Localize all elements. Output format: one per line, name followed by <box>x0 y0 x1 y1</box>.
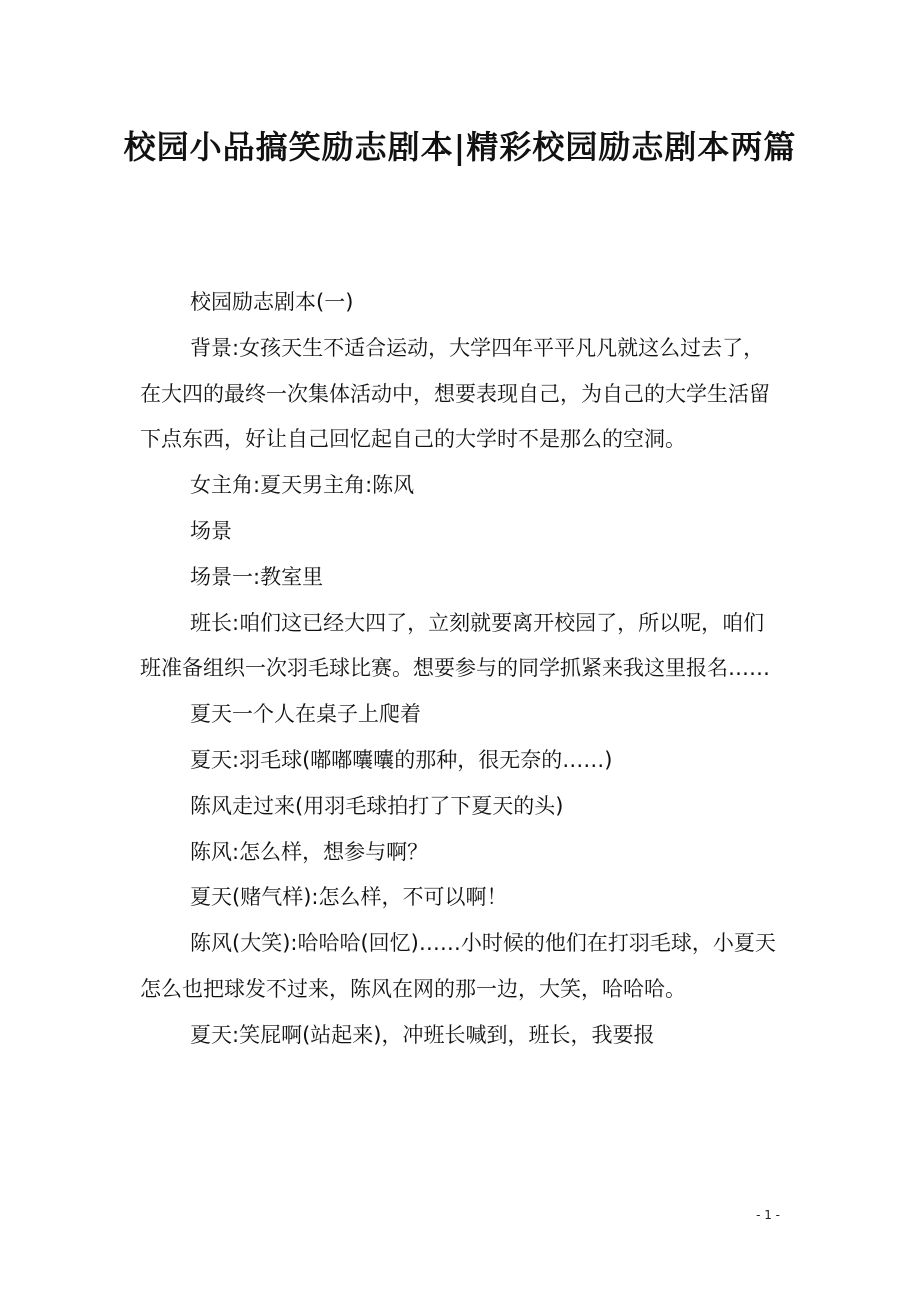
document-body <box>140 280 780 1059</box>
paragraph: 场景 <box>190 518 232 543</box>
paragraph: 夏天(赌气样):怎么样，不可以啊！ <box>190 885 508 910</box>
paragraph: 场景一:教室里 <box>190 564 324 589</box>
paragraph: 班长:咱们这已经大四了，立刻就要离开校园了，所以呢，咱们班准备组织一次羽毛球比赛。想要参与的同学抓紧来我这里报名…… <box>140 610 770 681</box>
paragraph: 夏天:笑屁啊(站起来)，冲班长喊到，班长，我要报 <box>190 1022 655 1047</box>
paragraph: 女主角:夏天男主角:陈风 <box>190 473 415 498</box>
paragraph: 陈风(大笑):哈哈哈(回忆)……小时候的他们在打羽毛球，小夏天怎么也把球发不过来，陈风在网的那一边，大笑，哈哈哈。 <box>140 931 776 1001</box>
paragraph: 校园励志剧本(一) <box>190 290 354 314</box>
paragraph: 夏天:羽毛球(嘟嘟囔囔的那种，很无奈的……) <box>190 747 613 772</box>
paragraph: 夏天一个人在桌子上爬着 <box>190 702 421 727</box>
page-number: - 1 - <box>756 1208 780 1222</box>
paragraph: 陈风走过来(用羽毛球拍打了下夏天的头) <box>190 793 564 818</box>
paragraph: 陈风:怎么样，想参与啊？ <box>190 839 429 864</box>
document-title: 校园小品搞笑励志剧本|精彩校园励志剧本两篇 <box>123 128 797 166</box>
paragraph: 背景:女孩天生不适合运动，大学四年平平凡凡就这么过去了，在大四的最终一次集体活动中，想要表现自己，为自己的大学生活留下点东西，好让自己回忆起自己的大学时不是那么的空洞。 <box>140 335 770 452</box>
